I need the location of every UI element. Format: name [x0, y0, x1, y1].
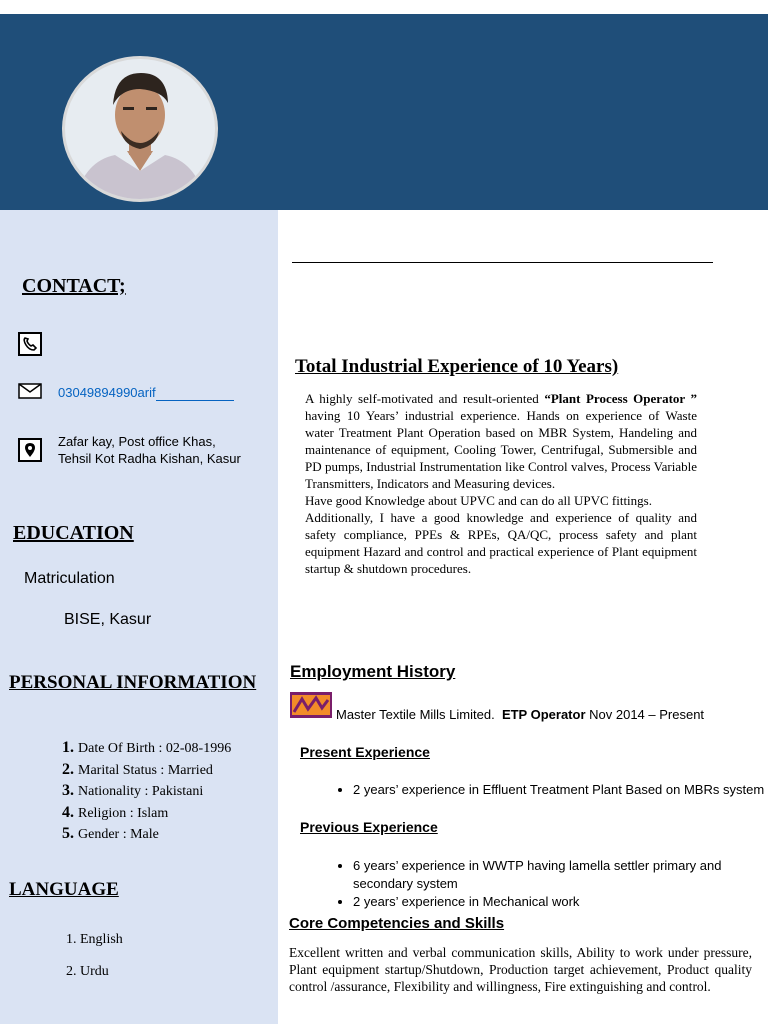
email-link[interactable] — [58, 384, 234, 401]
address-line-2: Tehsil Kot Radha Kishan, Kasur — [58, 451, 241, 466]
personal-item-marital: 2. Marital Status : Married — [78, 760, 231, 782]
summary-paragraph-1 — [305, 390, 697, 492]
contact-heading: CONTACT; — [22, 275, 126, 297]
profile-photo — [62, 56, 218, 202]
summary-paragraph-2: Have good Knowledge about UPVC and can do all UPVC fittings. — [305, 493, 652, 508]
location-pin-icon — [18, 438, 42, 462]
email-underline — [156, 400, 234, 401]
present-experience-item: • 2 years’ experience in Effluent Treatment Plant Based on MBRs system — [353, 781, 768, 799]
core-competencies-heading: Core Competencies and Skills — [289, 915, 505, 932]
envelope-icon — [18, 381, 42, 401]
present-experience-list — [331, 781, 768, 799]
previous-experience-item: • 6 years’ experience in WWTP having lamella settler primary and secondary system — [353, 857, 768, 893]
summary-rest: having 10 Years’ industrial experience. Hands on experience of Waste water Treatment Plant Operation based on MBR System, Handeling and maintenance of equipment, Cooling Tower, Centrifugal, Submersible and PD pumps, Industrial Instrumentation like Control valves, Process Variable Transmitters, Indicators and Measuring devices. — [305, 408, 697, 491]
experience-title: Total Industrial Experience of 10 Years) — [295, 356, 619, 377]
summary-intro: A highly self-motivated and result-oriented — [305, 391, 545, 406]
personal-info-list — [30, 738, 231, 846]
summary-paragraph-3: Additionally, I have a good knowledge and experience of quality and safety compliance, PPEs & RPEs, QA/QC, process safety and plant equipment Hazard and control and practical experience of Plant equipment startup & shutdown procedures. — [305, 510, 697, 576]
core-competencies-text: Excellent written and verbal communication skills, Ability to work under pressure, Plant equipment startup/Shutdown, Production target achievement, Product quality control /assurance, Flexibility and willingness, Fire extinguishing and control. — [289, 945, 752, 994]
education-heading: EDUCATION — [13, 522, 134, 544]
employment-heading: Employment History — [290, 662, 456, 681]
education-board: BISE, Kasur — [64, 611, 152, 628]
address — [58, 433, 241, 467]
education-degree: Matriculation — [24, 570, 115, 587]
email-text: 03049894990arif — [58, 385, 156, 400]
company-name: Master Textile Mills Limited. — [336, 707, 495, 722]
language-item-urdu: 2. Urdu — [80, 964, 123, 980]
job-position: ETP Operator — [501, 707, 586, 722]
header-banner — [0, 14, 768, 210]
personal-item-dob: 1. Date Of Birth : 02-08-1996 — [78, 738, 231, 760]
summary-role: “Plant Process Operator ” — [544, 391, 697, 406]
personal-item-gender: 5. Gender : Male — [78, 824, 231, 846]
language-item-english: 1. English — [80, 932, 123, 948]
employment-entry — [336, 707, 704, 722]
job-period: Nov 2014 – Present — [589, 707, 705, 722]
personal-item-nationality: 3. Nationality : Pakistani — [78, 781, 231, 803]
language-list — [34, 932, 123, 996]
previous-experience-list — [331, 857, 768, 911]
header-divider — [292, 262, 713, 263]
personal-item-religion: 4. Religion : Islam — [78, 803, 231, 825]
previous-experience-item: • 2 years’ experience in Mechanical work — [353, 893, 768, 911]
profile-summary — [305, 390, 697, 577]
previous-experience-heading: Previous Experience — [300, 819, 438, 835]
profile-photo-image — [65, 59, 215, 199]
language-heading: LANGUAGE — [9, 879, 119, 900]
address-line-1: Zafar kay, Post office Khas, — [58, 434, 216, 449]
personal-info-heading: PERSONAL INFORMATION — [9, 672, 257, 693]
phone-icon — [18, 332, 42, 356]
present-experience-heading: Present Experience — [300, 744, 430, 760]
company-logo-icon — [290, 692, 332, 718]
